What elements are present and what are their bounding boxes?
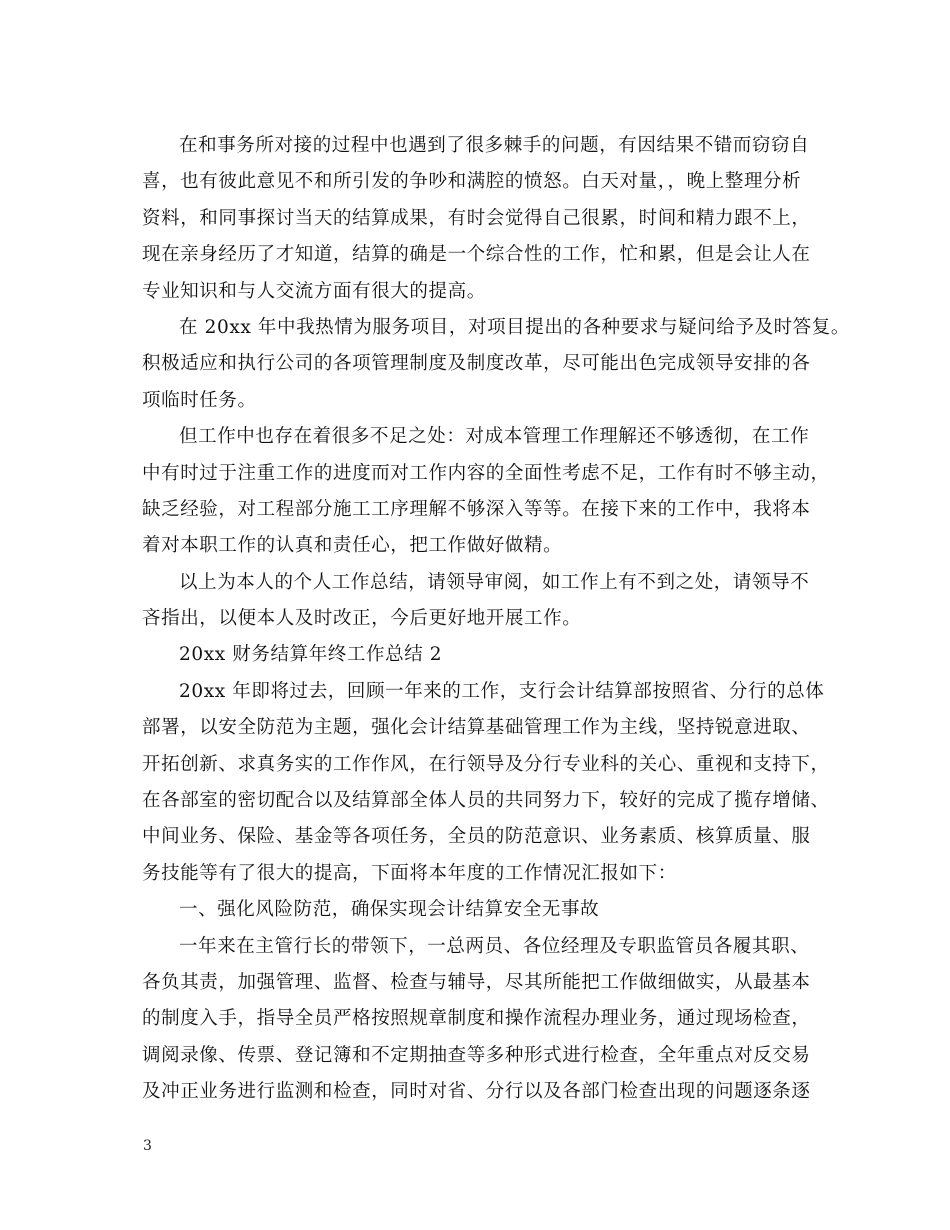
text-line: 吝指出，以便本人及时改正，今后更好地开展工作。 [142, 608, 582, 630]
text-line: 中间业务、保险、基金等各项任务，全员的防范意识、业务素质、核算质量、服 [142, 826, 811, 848]
text-line: 现在亲身经历了才知道，结算的确是一个综合性的工作，忙和累，但是会让人在 [142, 244, 811, 266]
text-line: 在各部室的密切配合以及结算部全体人员的共同努力下，较好的完成了揽存增储、 [142, 790, 830, 812]
text-line: 缺乏经验，对工程部分施工工序理解不够深入等等。在接下来的工作中，我将本 [142, 498, 811, 520]
text-line: 务技能等有了很大的提高，下面将本年度的工作情况汇报如下： [142, 862, 677, 884]
text-line: 一、强化风险防范，确保实现会计结算安全无事故 [179, 899, 600, 921]
text-line: 专业知识和与人交流方面有很大的提高。 [142, 280, 486, 302]
text-line: 调阅录像、传票、登记簿和不定期抽查等多种形式进行检查，全年重点对反交易 [142, 1044, 811, 1066]
text-line: 中有时过于注重工作的进度而对工作内容的全面性考虑不足，工作有时不够主动， [142, 462, 830, 484]
text-line: 开拓创新、求真务实的工作作风，在行领导及分行专业科的关心、重视和支持下， [142, 753, 830, 775]
text-line: 积极适应和执行公司的各项管理制度及制度改革，尽可能出色完成领导安排的各 [142, 353, 811, 375]
text-line: 20xx 年即将过去，回顾一年来的工作，支行会计结算部按照省、分行的总体 [179, 680, 825, 702]
text-line: 在和事务所对接的过程中也遇到了很多棘手的问题，有因结果不错而窃窃自 [179, 135, 810, 156]
text-line: 的制度入手，指导全员严格按照规章制度和操作流程办理业务，通过现场检查， [142, 1008, 811, 1030]
text-line: 资料，和同事探讨当天的结算成果，有时会觉得自己很累，时间和精力跟不上， [142, 207, 811, 229]
body-text [142, 128, 850, 1111]
text-line: 在 20xx 年中我热情为服务项目，对项目提出的各种要求与疑问给予及时答复。 [179, 316, 850, 338]
text-line: 部署，以安全防范为主题，强化会计结算基础管理工作为主线，坚持锐意进取、 [142, 717, 811, 739]
text-line: 着对本职工作的认真和责任心，把工作做好做精。 [142, 535, 563, 557]
text-line: 20xx 财务结算年终工作总结 2 [179, 644, 443, 666]
text-line: 及冲正业务进行监测和检查，同时对省、分行以及各部门检查出现的问题逐条逐 [142, 1081, 811, 1103]
text-line: 喜，也有彼此意见不和所引发的争吵和满腔的愤怒。白天对量，，晚上整理分析 [142, 171, 802, 193]
text-line: 以上为本人的个人工作总结，请领导审阅，如工作上有不到之处，请领导不 [179, 571, 810, 593]
page-number: 3 [143, 1138, 152, 1154]
text-line: 各负其责，加强管理、监督、检查与辅导，尽其所能把工作做细做实，从最基本 [142, 971, 811, 993]
text-line: 但工作中也存在着很多不足之处：对成本管理工作理解还不够透彻，在工作 [179, 426, 810, 448]
text-line: 一年来在主管行长的带领下，一总两员、各位经理及专职监管员各履其职、 [179, 935, 810, 957]
text-line: 项临时任务。 [142, 389, 257, 411]
